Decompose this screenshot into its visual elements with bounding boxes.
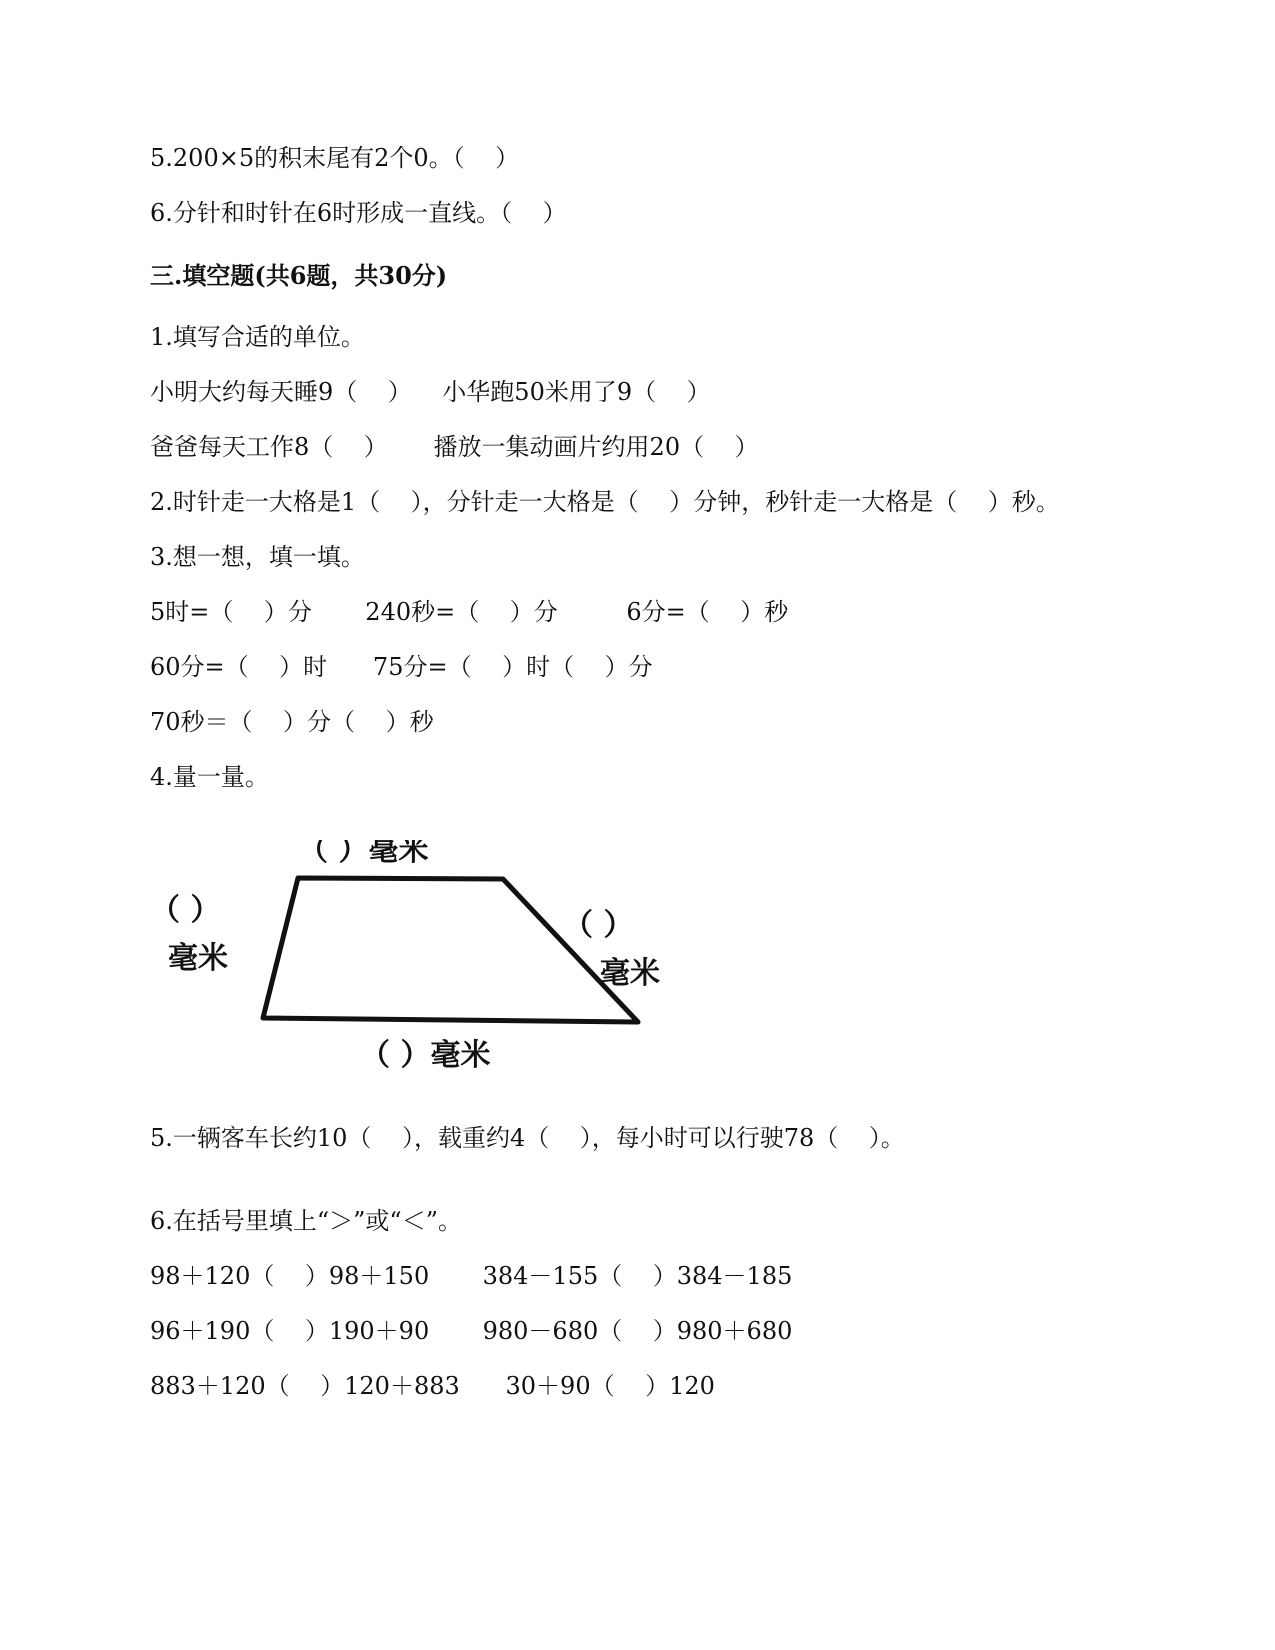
fill-question-3-row-1: 5时=（ ）分 240秒=（ ）分 6分=（ ）秒 xyxy=(150,598,789,626)
trapezoid-figure xyxy=(150,840,690,1130)
fill-question-6-row-2: 96＋190（ ）190＋90 980－680（ ）980＋680 xyxy=(150,1317,793,1345)
bottom-side-label: （ ）毫米 xyxy=(360,1038,491,1073)
right-side-unit: 毫米 xyxy=(600,956,660,991)
right-side-paren: （ ） xyxy=(563,908,634,943)
fill-question-2-stem: 2.时针走一大格是1（ ），分针走一大格是（ ）分钟，秒针走一大格是（ ）秒。 xyxy=(150,488,1060,516)
section-title: 三.填空题(共6题，共30分) xyxy=(150,261,448,290)
fill-question-1-row-2: 爸爸每天工作8（ ） 播放一集动画片约用20（ ） xyxy=(150,433,759,461)
top-side-label: （ ）毫米 xyxy=(298,840,429,868)
fill-question-5-stem: 5.一辆客车长约10（ ），载重约4（ ），每小时可以行驶78（ ）。 xyxy=(150,1124,905,1152)
fill-question-1-stem: 1.填写合适的单位。 xyxy=(150,323,365,351)
fill-question-6-row-3: 883＋120（ ）120＋883 30＋90（ ）120 xyxy=(150,1372,715,1400)
fill-question-1-row-1: 小明大约每天睡9（ ） 小华跑50米用了9（ ） xyxy=(150,378,711,406)
judgement-question-6: 6.分针和时针在6时形成一直线。（ ） xyxy=(150,199,567,227)
trapezoid-shape xyxy=(263,878,638,1022)
left-side-unit: 毫米 xyxy=(168,941,228,976)
fill-question-3-row-3: 70秒＝（ ）分（ ）秒 xyxy=(150,708,434,736)
fill-question-6-stem: 6.在括号里填上“＞”或“＜”。 xyxy=(150,1207,462,1235)
fill-question-4-stem: 4.量一量。 xyxy=(150,763,269,791)
left-side-paren: （ ） xyxy=(150,893,221,928)
fill-question-3-stem: 3.想一想，填一填。 xyxy=(150,543,365,571)
fill-question-6-row-1: 98＋120（ ）98＋150 384－155（ ）384－185 xyxy=(150,1262,793,1290)
fill-question-3-row-2: 60分=（ ）时 75分=（ ）时（ ）分 xyxy=(150,653,653,681)
judgement-question-5: 5.200×5的积末尾有2个0。（ ） xyxy=(150,144,520,172)
